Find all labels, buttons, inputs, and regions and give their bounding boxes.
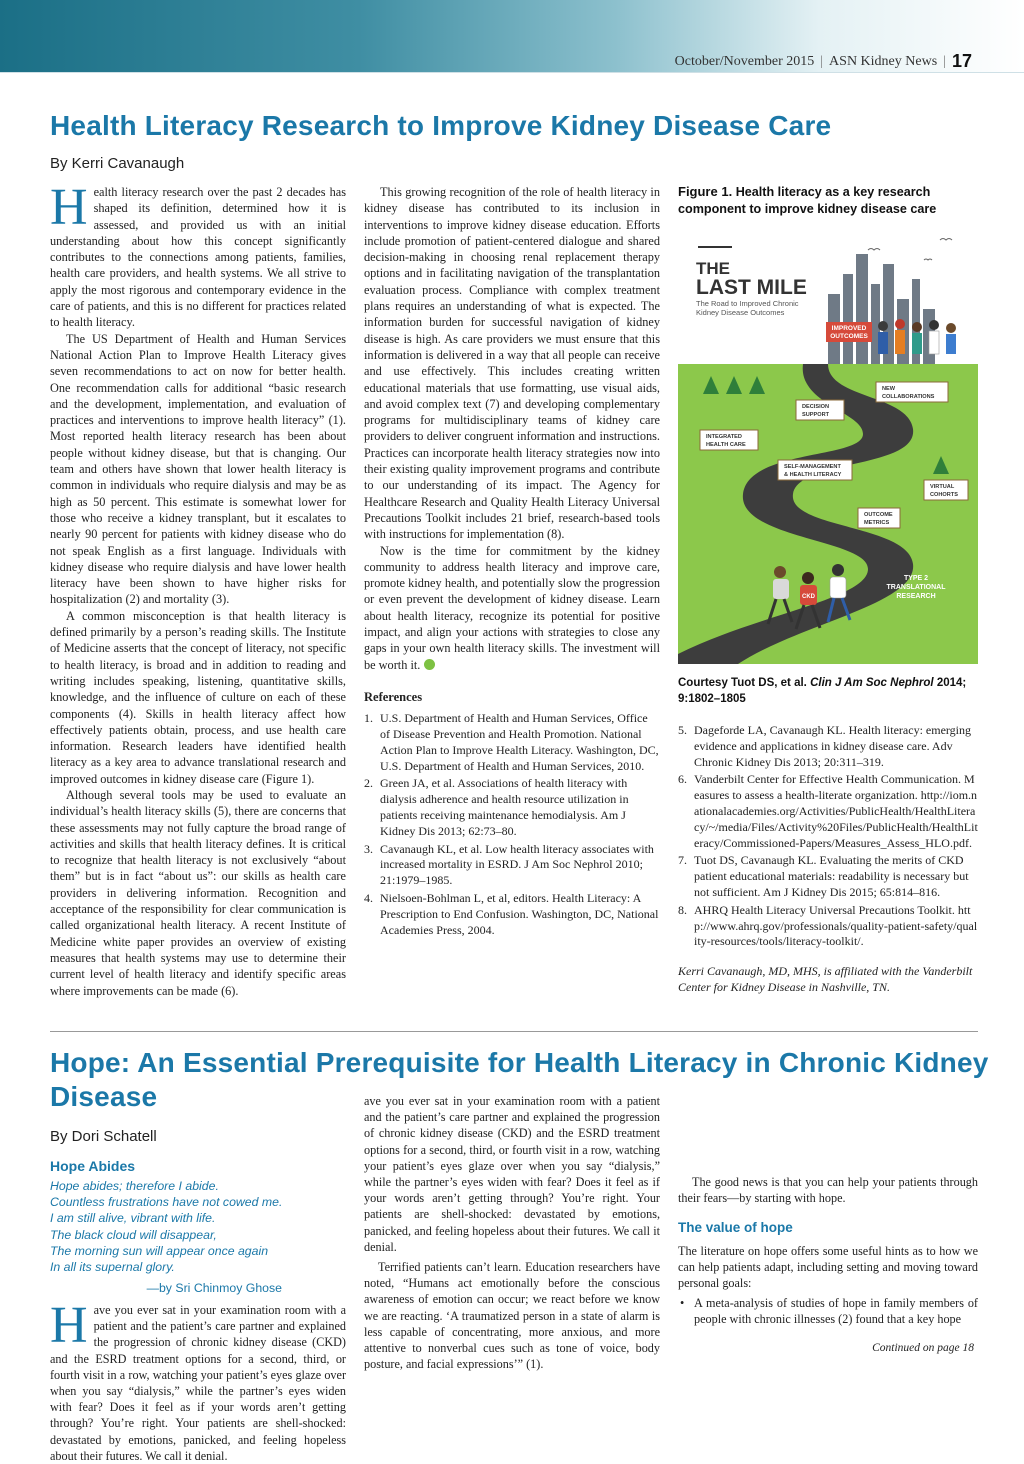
svg-text:TYPE 2: TYPE 2 bbox=[903, 575, 929, 582]
poem-line: The morning sun will appear once again bbox=[50, 1243, 269, 1258]
issue-date: October/November 2015 bbox=[674, 53, 815, 69]
drop-cap: H bbox=[50, 179, 88, 236]
article1-column-1 bbox=[50, 179, 346, 999]
article1-column-3 bbox=[678, 723, 978, 996]
paragraph: The good news is that you can help your patients through their fears—by starting with hope. bbox=[678, 1175, 978, 1206]
reference-item: 8. AHRQ Health Literacy Universal Precautions Toolkit. http://www.ahrq.gov/professionals/quality-patient-safety/quality-resources/tools/literacy-toolkit/. bbox=[678, 902, 978, 949]
figure-last-mile bbox=[678, 224, 978, 664]
last-mile-illustration bbox=[678, 224, 978, 664]
svg-text:RESEARCH: RESEARCH bbox=[896, 593, 936, 600]
svg-text:HEALTH CARE: HEALTH CARE bbox=[706, 442, 746, 448]
section-subhead: The value of hope bbox=[678, 1220, 793, 1236]
svg-text:VIRTUAL: VIRTUAL bbox=[930, 484, 955, 490]
reference-item: 4. Nielsoen-Bohlman L, et al, editors. Health Literacy: A Prescription to End Confusion. Washington, DC, National Academies Press, 2004. bbox=[364, 890, 659, 937]
drop-cap: H bbox=[50, 1297, 88, 1354]
author-affiliation: Kerri Cavanaugh, MD, MHS, is affiliated with the Vanderbilt Center for Kidney Disease in Nashville, TN. bbox=[678, 964, 973, 994]
graphic-subtitle: The Road to Improved Chronic bbox=[696, 299, 799, 308]
paragraph: The US Department of Health and Human Services National Action Plan to Improve Health Literacy gives seven recommendations to act on now for better health. One recommendation calls for additional “basic research and the development, implementation, and evaluation of practices and interventions to improve health literacy” (1). Most reported health literacy research has been about people without kidney disease, but that is changing. Our team and others have shown that lower health literacy is common in individuals who require dialysis and may be as high as 50 percent. This estimate is somewhat lower for those who receive a kidney transplant, but it escalates to nearly 90 percent for patients with kidney disease who do not speak English as a first language. Individuals with kidney disease who require dialysis and have lower health literacy have been shown to have higher risks for hospitalization (2) and mortality (3). bbox=[50, 331, 346, 607]
paragraph: This growing recognition of the role of health literacy in kidney disease has contributed to its inclusion in interventions to improve kidney disease education. Efforts include promotion of patient-centered dialogue and shared decision-making in choosing renal replacement therapy options and in facilitating navigation of the transplantation evaluation process. Compliance with complex treatment plans requires an understanding of what is expected. The information burden for successful navigation of kidney disease is high. As care providers we must ensure that this information is delivered in a way that all people can receive and use effectively. This includes creating written educational materials that use formatting, use visual aids, and avoid complex text (7) and developing complementary programs for multidisciplinary teams of kidney care providers to deliver congruent information and instructions. Practices can incorporate health literacy strategies now into their existing quality improvement programs and contribute to our understanding of its impact. The Agency for Healthcare Research and Quality Health Literacy Universal Precautions Toolkit includes 21 brief, research-based tools with instructions for implementation (8). bbox=[364, 185, 660, 542]
sign-integrated-health-care bbox=[700, 430, 758, 450]
paragraph-text: ealth literacy research over the past 2 decades has shaped its definition, determined how it is assessed, and provided us with an initial understanding about how this concept significantly contributes to the connections among patients, families, health care providers, and health systems. We all strive to apply the most rigorous and contemporary evidence in the care of patients, and this is no different for practices related to health literacy. bbox=[50, 185, 346, 330]
svg-text:OUTCOME: OUTCOME bbox=[864, 512, 893, 518]
paragraph bbox=[50, 179, 346, 331]
svg-text:SUPPORT: SUPPORT bbox=[802, 412, 830, 418]
svg-text:INTEGRATED: INTEGRATED bbox=[706, 434, 742, 440]
svg-text:COHORTS: COHORTS bbox=[930, 492, 958, 498]
publication-name: ASN Kidney News bbox=[829, 53, 938, 69]
paragraph: The literature on hope offers some useful hints as to how we can help patients adapt, including setting and moving toward personal goals: bbox=[678, 1243, 978, 1291]
paragraph: ave you ever sat in your examination room with a patient and the patient’s care partner and explained the progression of chronic kidney disease (CKD) and the ESRD treatment options for a second, third, or fourth visit in a row, watching your patient’s eyes glaze over when you say “dialysis,” while the partner’s eyes widen with fear? Does it feel as if your words aren’t getting through? You’re right. Your patients are shell-shocked: devastated by emotions, panicked, and feeling hopeless about their futures. We call it denial. bbox=[364, 1093, 660, 1254]
graphic-subtitle: Kidney Disease Outcomes bbox=[696, 308, 785, 317]
references-list bbox=[364, 711, 660, 938]
poem-line: Hope abides; therefore I abide. bbox=[50, 1179, 219, 1193]
reference-item: 3. Cavanaugh KL, et al. Low health literacy associates with increased mortality in ESRD. J Am Soc Nephrol 2010; 21:1979–1985. bbox=[364, 841, 654, 888]
svg-text:METRICS: METRICS bbox=[864, 520, 890, 526]
end-mark-icon bbox=[424, 659, 435, 670]
sign-decision-support bbox=[796, 400, 844, 420]
article-byline: By Dori Schatell bbox=[50, 1128, 157, 1145]
article2-column-1 bbox=[50, 1297, 346, 1463]
figure-caption-text: Health literacy as a key research component to improve kidney disease care bbox=[678, 185, 937, 216]
reference-item: 1. U.S. Department of Health and Human Services, Office of Disease Prevention and Health Promotion. National Action Plan to Improve Health Literacy. Washington, DC, U.S. Department of Health and Human Services, 2010. bbox=[364, 711, 659, 773]
article2-column-2 bbox=[364, 1093, 660, 1372]
svg-text:IMPROVED: IMPROVED bbox=[831, 325, 867, 332]
paragraph bbox=[50, 1297, 346, 1463]
poem-line: Countless frustrations have not cowed me. bbox=[50, 1195, 283, 1210]
heading-rule bbox=[698, 246, 732, 248]
figure-caption bbox=[678, 183, 978, 218]
svg-text:COLLABORATIONS: COLLABORATIONS bbox=[882, 394, 935, 400]
poem-block bbox=[50, 1158, 346, 1295]
sign-virtual-cohorts bbox=[924, 480, 968, 500]
header-rule bbox=[0, 72, 1024, 73]
sign-self-management bbox=[778, 460, 852, 480]
sign-new-collaborations bbox=[876, 382, 948, 402]
reference-item: 5. Dageforde LA, Cavanaugh KL. Health literacy: emerging evidence and applications in kidney disease care. Adv Chronic Kidney Dis 2013; 20:311–319. bbox=[678, 723, 972, 769]
svg-text:TRANSLATIONAL: TRANSLATIONAL bbox=[886, 584, 946, 591]
paragraph: A common misconception is that health literacy is defined primarily by a person’s reading skills. The Institute of Medicine asserts that the concept of literacy, not specific to health literacy, is broad and in addition to reading and writing includes speaking, listening, quantitative skills, knowledge, and the influence of culture on each of these components (4). Skills in health literacy affect how effectively patients obtain, process, and use health care information. Research leaders have identified health literacy as a key area to advance translational research and improved outcomes in kidney disease care (Figure 1). bbox=[50, 608, 346, 786]
poem-line: I am still alive, vibrant with life. bbox=[50, 1211, 216, 1226]
runner-label: CKD bbox=[802, 594, 815, 600]
svg-text:NEW: NEW bbox=[882, 386, 896, 392]
figure-credit: Courtesy Tuot DS, et al. Clin J Am Soc Nephrol 2014; 9:1802–1805 bbox=[678, 677, 967, 705]
section-divider bbox=[50, 1031, 978, 1032]
page-number: 17 bbox=[951, 51, 972, 71]
reference-item: 2. Green JA, et al. Associations of health literacy with dialysis adherence and health resource utilization in patients receiving maintenance hemodialysis. Am J Kidney Dis 2013; 62:73–80. bbox=[364, 776, 629, 838]
reference-item: 7. Tuot DS, Cavanaugh KL. Evaluating the merits of CKD patient educational materials: readability is necessary but not sufficient. Am J Kidney Dis 2015; 65:814–816. bbox=[678, 853, 969, 899]
article-title: Health Literacy Research to Improve Kidney Disease Care bbox=[50, 110, 832, 141]
references-heading: References bbox=[364, 689, 423, 704]
sign-outcome-metrics bbox=[858, 508, 900, 528]
bullet-item: • A meta-analysis of studies of hope in family members of people with chronic illnesses (2) found that a key hope bbox=[678, 1295, 978, 1327]
svg-text:DECISION: DECISION bbox=[802, 404, 830, 410]
svg-text:OUTCOMES: OUTCOMES bbox=[830, 333, 868, 340]
paragraph-text: Now is the time for commitment by the kidney community to address health literacy and improve care, promote kidney health, and potentially slow the progression or even prevent the development of kidney disease. Learn about health literacy, recognize its potential for positive impact, and align your actions with strategies to close any gaps in your own health literacy skills. The investment will be worth it. bbox=[364, 543, 660, 672]
running-header bbox=[675, 51, 972, 72]
article-byline: By Kerri Cavanaugh bbox=[50, 155, 185, 172]
poem-title: Hope Abides bbox=[50, 1158, 136, 1174]
poem-line: In all its supernal glory. bbox=[50, 1260, 175, 1275]
header-separator: | bbox=[943, 53, 946, 69]
article2-column-3 bbox=[678, 1158, 978, 1328]
svg-text:& HEALTH LITERACY: & HEALTH LITERACY bbox=[784, 472, 842, 478]
reference-item: 6. Vanderbilt Center for Effective Health Communication. Measures to assess a health-literate organization. http://iom.nationalacademies.org/Activities/PublicHealth/HealthLiteracy/~/media/Files/Activity%20Files/PublicHealth/HealthLiteracy/Commissioned-Papers/Measures_Assess_HLO.pdf. bbox=[678, 772, 978, 850]
graphic-heading: THE bbox=[696, 259, 730, 278]
paragraph: Although several tools may be used to evaluate an individual’s health literacy skills (5), there are concerns that these assessments may not fully capture the broad range of activities and skills that health literacy defines. It is critical to recognize that health literacy is not exclusively “about them” but is in fact “about us”: our skills as health care providers in delivering information. Recognition and acceptance of the responsibility for clear communication is called organizational health literacy. A recent Institute of Medicine white paper provides an overview of existing measures that health systems may use to determine their current level of health literacy and identify specific areas where improvements can be made (6). bbox=[50, 787, 346, 998]
poem-attribution: —by Sri Chinmoy Ghose bbox=[146, 1281, 282, 1296]
figure-label: Figure 1. bbox=[678, 184, 733, 199]
paragraph-text: ave you ever sat in your examination room with a patient and the patient’s care partner and explained the progression of chronic kidney disease (CKD) and the ESRD treatment options for a second, third, or fourth visit in a row, watching your patient’s eyes glaze over when you say “dialysis,” while the partner’s eyes widen with fear? Does it feel as if your words aren’t getting through? You’re right. Your patients are shell-shocked: devastated by emotions, panicked, and feeling hopeless about their futures. We call it denial. bbox=[50, 1303, 346, 1463]
svg-text:SELF-MANAGEMENT: SELF-MANAGEMENT bbox=[784, 464, 841, 470]
header-separator: | bbox=[820, 53, 824, 69]
article-title: Hope: An Essential Prerequisite for Health Literacy in Chronic Kidney Disease bbox=[50, 1047, 989, 1112]
references-list-continued bbox=[678, 723, 978, 950]
graphic-heading: LAST MILE bbox=[696, 276, 807, 299]
continued-link[interactable]: Continued on page 18 bbox=[872, 1342, 974, 1354]
paragraph: Terrified patients can’t learn. Education researchers have noted, “Humans act emotionally before the conscious awareness of emotion can occur; we react before we know we are reacting. ‘A traumatized person in a state of alarm is less capable of concentrating, more anxious, and more attentive to nonverbal cues such as tone of voice, body posture, and facial expressions’” (1). bbox=[364, 1260, 660, 1372]
bullet-list bbox=[678, 1295, 978, 1327]
paragraph bbox=[364, 543, 660, 673]
article1-column-2 bbox=[364, 184, 660, 940]
poem-line: The black cloud will disappear, bbox=[50, 1227, 217, 1242]
